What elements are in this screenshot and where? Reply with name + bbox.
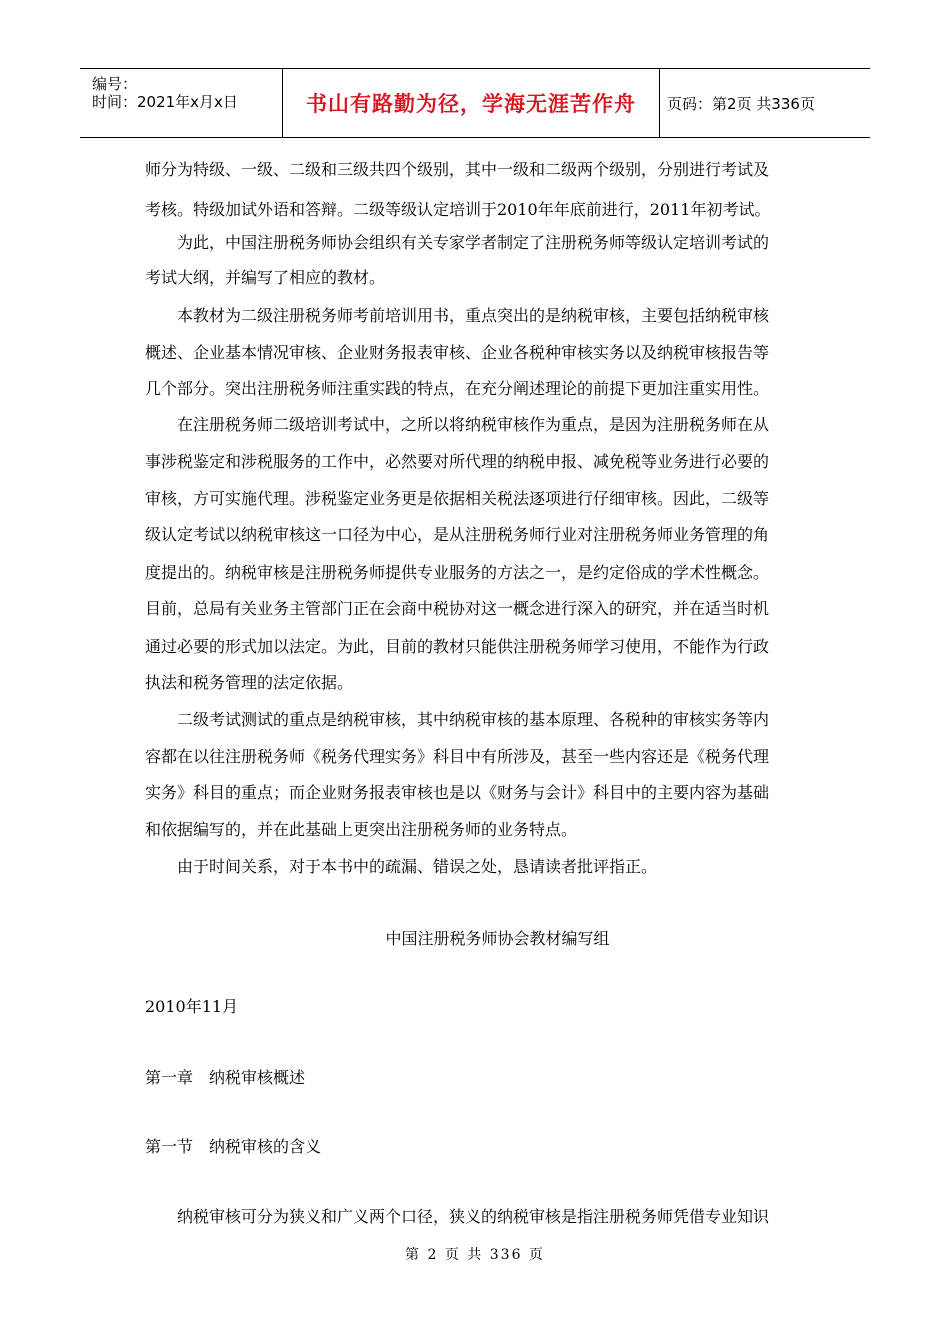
section-title: 第一节 纳税审核的含义 xyxy=(145,1137,322,1156)
body-line: 度提出的。纳税审核是注册税务师提供专业服务的方法之一，是约定俗成的学术性概念。 xyxy=(145,563,770,582)
body-line: 事涉税鉴定和涉税服务的工作中，必然要对所代理的纳税申报、减免税等业务进行必要的 xyxy=(145,452,770,471)
body-line: 通过必要的形式加以法定。为此，目前的教材只能供注册税务师学习使用，不能作为行政 xyxy=(145,637,770,656)
page-footer: 第 2 页 共 336 页 xyxy=(405,1247,545,1263)
header-page-info: 页码：第2页 共336页 xyxy=(667,94,815,113)
body-line: 级认定考试以纳税审核这一口径为中心，是从注册税务师行业对注册税务师业务管理的角 xyxy=(145,525,770,544)
chapter-title: 第一章 纳税审核概述 xyxy=(145,1068,306,1087)
header-page-cell xyxy=(659,69,870,137)
document-time-label: 时间：2021年x月x日 xyxy=(92,93,238,111)
body-line: 目前，总局有关业务主管部门正在会商中税协对这一概念进行深入的研究，并在适当时机 xyxy=(145,599,770,618)
header-motto-cell xyxy=(282,69,660,137)
date: 2010年11月 xyxy=(145,997,239,1016)
body-line: 几个部分。突出注册税务师注重实践的特点，在充分阐述理论的前提下更加注重实用性。 xyxy=(145,379,770,398)
body-line: 本教材为二级注册税务师考前培训用书，重点突出的是纳税审核，主要包括纳税审核 xyxy=(145,306,770,325)
body-line: 纳税审核可分为狭义和广义两个口径，狭义的纳税审核是指注册税务师凭借专业知识 xyxy=(145,1207,770,1226)
body-line: 和依据编写的，并在此基础上更突出注册税务师的业务特点。 xyxy=(145,820,578,839)
signature: 中国注册税务师协会教材编写组 xyxy=(385,929,610,948)
header-motto: 书山有路勤为径，学海无涯苦作舟 xyxy=(306,92,636,116)
body-line: 概述、企业基本情况审核、企业财务报表审核、企业各税种审核实务以及纳税审核报告等 xyxy=(145,343,770,362)
body-line: 二级考试测试的重点是纳税审核，其中纳税审核的基本原理、各税种的审核实务等内 xyxy=(145,710,770,729)
body-line: 为此，中国注册税务师协会组织有关专家学者制定了注册税务师等级认定培训考试的 xyxy=(145,233,770,252)
body-line: 师分为特级、一级、二级和三级共四个级别，其中一级和二级两个级别，分别进行考试及 xyxy=(145,160,770,179)
body-line: 容都在以往注册税务师《税务代理实务》科目中有所涉及，甚至一些内容还是《税务代理 xyxy=(145,747,770,766)
body-line: 在注册税务师二级培训考试中，之所以将纳税审核作为重点，是因为注册税务师在从 xyxy=(145,415,770,434)
body-line: 执法和税务管理的法定依据。 xyxy=(145,673,354,692)
body-line: 考试大纲，并编写了相应的教材。 xyxy=(145,268,386,287)
body-line: 考核。特级加试外语和答辩。二级等级认定培训于2010年年底前进行，2011年初考试。 xyxy=(145,200,771,219)
body-line: 实务》科目的重点；而企业财务报表审核也是以《财务与会计》科目中的主要内容为基础 xyxy=(145,783,770,802)
document-number-label: 编号： xyxy=(92,75,138,93)
page-header xyxy=(80,68,870,138)
body-line: 审核，方可实施代理。涉税鉴定业务更是依据相关税法逐项进行仔细审核。因此，二级等 xyxy=(145,489,770,508)
header-meta xyxy=(80,69,282,137)
body-line: 由于时间关系，对于本书中的疏漏、错误之处，恳请读者批评指正。 xyxy=(145,857,658,876)
